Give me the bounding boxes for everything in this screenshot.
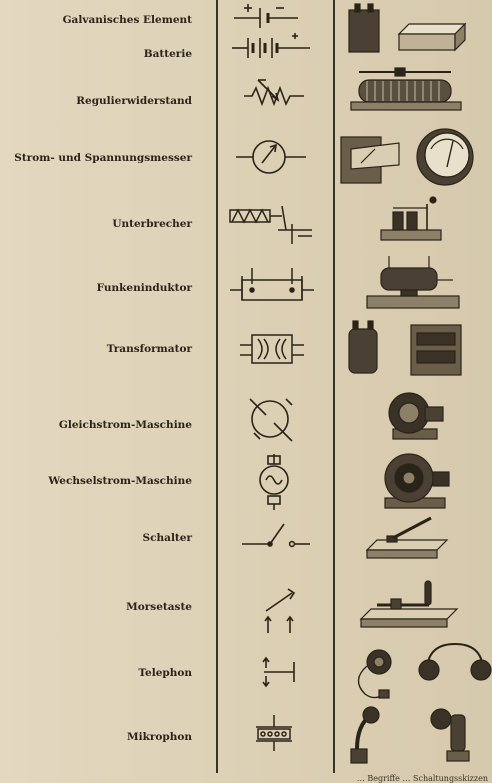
row-label: Regulierwiderstand — [76, 95, 192, 107]
ac-machine-picture-icon — [337, 450, 492, 514]
row-label: Mikrophon — [126, 731, 192, 743]
spark-inductor-picture-icon — [337, 254, 492, 318]
transformer-picture-icon — [337, 317, 492, 383]
telephone-picture-icon — [337, 640, 492, 704]
row-label: Morsetaste — [126, 601, 192, 613]
meters-picture-icon — [337, 125, 492, 191]
microphone-symbol-icon — [222, 705, 328, 765]
morse-key-symbol-icon — [222, 575, 328, 637]
column-divider-left — [216, 0, 218, 773]
dc-machine-symbol-icon — [222, 385, 328, 449]
morse-key-picture-icon — [337, 575, 492, 635]
row-label: Transformator — [106, 343, 192, 355]
row-label: Wechselstrom-Maschine — [48, 475, 192, 487]
switch-symbol-icon — [222, 510, 328, 560]
interrupter-picture-icon — [337, 190, 492, 250]
rheostat-picture-icon — [337, 66, 492, 116]
interrupter-symbol-icon — [222, 190, 328, 250]
row-label: Batterie — [143, 48, 192, 60]
ac-machine-symbol-icon — [222, 450, 328, 510]
rheostat-symbol-icon — [222, 66, 328, 116]
row-label: Schalter — [142, 532, 192, 544]
row-label: Galvanisches Element — [62, 14, 192, 26]
dc-machine-picture-icon — [337, 385, 492, 445]
bottom-caption: … Begriffe … Schaltungsskizzen — [356, 774, 488, 783]
battery-symbol-icon — [222, 32, 328, 60]
galvanic-cell-symbol-icon — [222, 4, 328, 32]
row-label: Strom- und Spannungsmesser — [14, 152, 192, 164]
row-label: Gleichstrom-Maschine — [58, 419, 192, 431]
row-label: Unterbrecher — [112, 218, 192, 230]
column-divider-right — [333, 0, 335, 773]
row-label: Funkeninduktor — [96, 282, 192, 294]
microphone-picture-icon — [337, 705, 492, 771]
switch-picture-icon — [337, 510, 492, 566]
telephone-symbol-icon — [222, 640, 328, 700]
spark-inductor-symbol-icon — [222, 254, 328, 314]
meter-symbol-icon — [222, 125, 328, 185]
transformer-symbol-icon — [222, 317, 328, 377]
row-label: Telephon — [138, 667, 192, 679]
galvanic-cell-picture-icon — [337, 4, 492, 56]
